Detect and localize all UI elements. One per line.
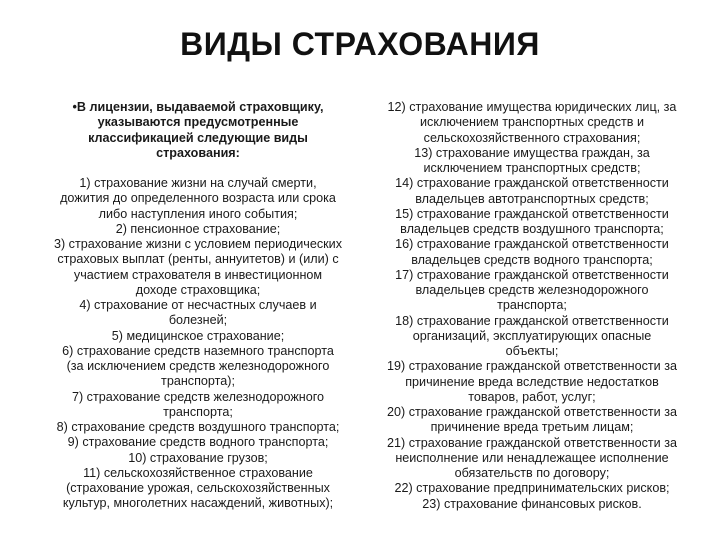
list-line: участием страхователя в инвестиционном [73, 267, 323, 282]
list-line: 7) страхование средств железнодорожного [71, 389, 325, 404]
list-line: владельцев средств железнодорожного [415, 283, 649, 297]
list-line: 5) медицинское страхование; [111, 328, 285, 343]
intro-line: страхования: [156, 145, 240, 160]
list-line: владельцев средств воздушного транспорта; [400, 222, 664, 236]
list-line: причинение вреда вследствие недостатков [405, 374, 659, 389]
list-line: 11) сельскохозяйственное страхование [83, 465, 313, 480]
list-line: (страхование урожая, сельскохозяйственных [66, 481, 330, 495]
list-line: страховых выплат (ренты, аннуитетов) и (или) с [57, 252, 339, 267]
list-line: 15) страхование гражданской ответственности [395, 206, 669, 221]
right-column [360, 100, 704, 512]
list-line: 19) страхование гражданской ответственности за [387, 359, 677, 374]
list-line: транспорта; [163, 404, 233, 419]
list-line: организаций, эксплуатирующих опасные [412, 328, 652, 343]
list-line: культур, многолетних насаждений, животных); [62, 496, 334, 511]
list-line: 8) страхование средств воздушного транспорта; [56, 420, 340, 434]
list-line: 10) страхование грузов; [128, 450, 268, 465]
list-line: сельскохозяйственного страхования; [423, 130, 641, 145]
list-line: владельцев средств водного транспорта; [411, 252, 653, 267]
list-line: (за исключением средств железнодорожного [66, 359, 330, 373]
intro-line-text: В лицензии, выдаваемой страховщику, [76, 100, 324, 114]
list-line: 14) страхование гражданской ответственности [395, 176, 669, 191]
list-line: владельцев автотранспортных средств; [415, 191, 649, 206]
intro-line: указываются предусмотренные [97, 115, 299, 130]
list-line: 12) страхование имущества юридических лиц, за [387, 100, 677, 114]
list-line: 20) страхование гражданской ответственности за [387, 405, 677, 419]
list-line: исключением транспортных средств; [423, 161, 641, 175]
list-line: причинение вреда третьим лицам; [430, 420, 634, 435]
list-line: 1) страхование жизни на случай смерти, [79, 176, 317, 190]
list-line: 3) страхование жизни с условием периодических [53, 237, 342, 251]
list-line: дожития до определенного возраста или срока [60, 191, 336, 206]
list-line: 17) страхование гражданской ответственности [395, 267, 669, 282]
list-line: транспорта; [497, 298, 567, 313]
list-line: 18) страхование гражданской ответственности [395, 313, 669, 328]
bullet-icon: • [72, 100, 77, 114]
intro-line [28, 100, 368, 115]
intro-line: классификацией следующие виды [88, 130, 308, 145]
list-line: 4) страхование от несчастных случаев и [79, 298, 317, 312]
list-line: 21) страхование гражданской ответственности за [387, 435, 677, 450]
intro-paragraph [28, 100, 368, 161]
list-line: 6) страхование средств наземного транспорта [62, 343, 334, 358]
left-column [28, 100, 368, 512]
list-line: 22) страхование предпринимательских рисков; [394, 481, 670, 496]
slide-title: ВИДЫ СТРАХОВАНИЯ [180, 26, 540, 62]
list-line: обязательств по договору; [454, 466, 610, 480]
list-line: доходе страховщика; [135, 282, 261, 297]
list-line: неисполнение или ненадлежащее исполнение [395, 450, 669, 465]
list-line: 2) пенсионное страхование; [115, 221, 281, 236]
list-line: транспорта); [161, 374, 235, 389]
list-line: объекты; [505, 344, 559, 358]
list-line: 9) страхование средств водного транспорта; [67, 435, 329, 450]
list-line: 23) страхование финансовых рисков. [422, 496, 642, 511]
list-line: либо наступления иного события; [98, 206, 298, 221]
left-list [28, 176, 368, 512]
list-line: товаров, работ, услуг; [468, 389, 596, 404]
list-line: 16) страхование гражданской ответственности [395, 237, 669, 252]
list-line: 13) страхование имущества граждан, за [414, 145, 650, 160]
right-list [360, 100, 704, 512]
list-line: исключением транспортных средств и [419, 115, 645, 130]
list-line: болезней; [168, 313, 228, 328]
